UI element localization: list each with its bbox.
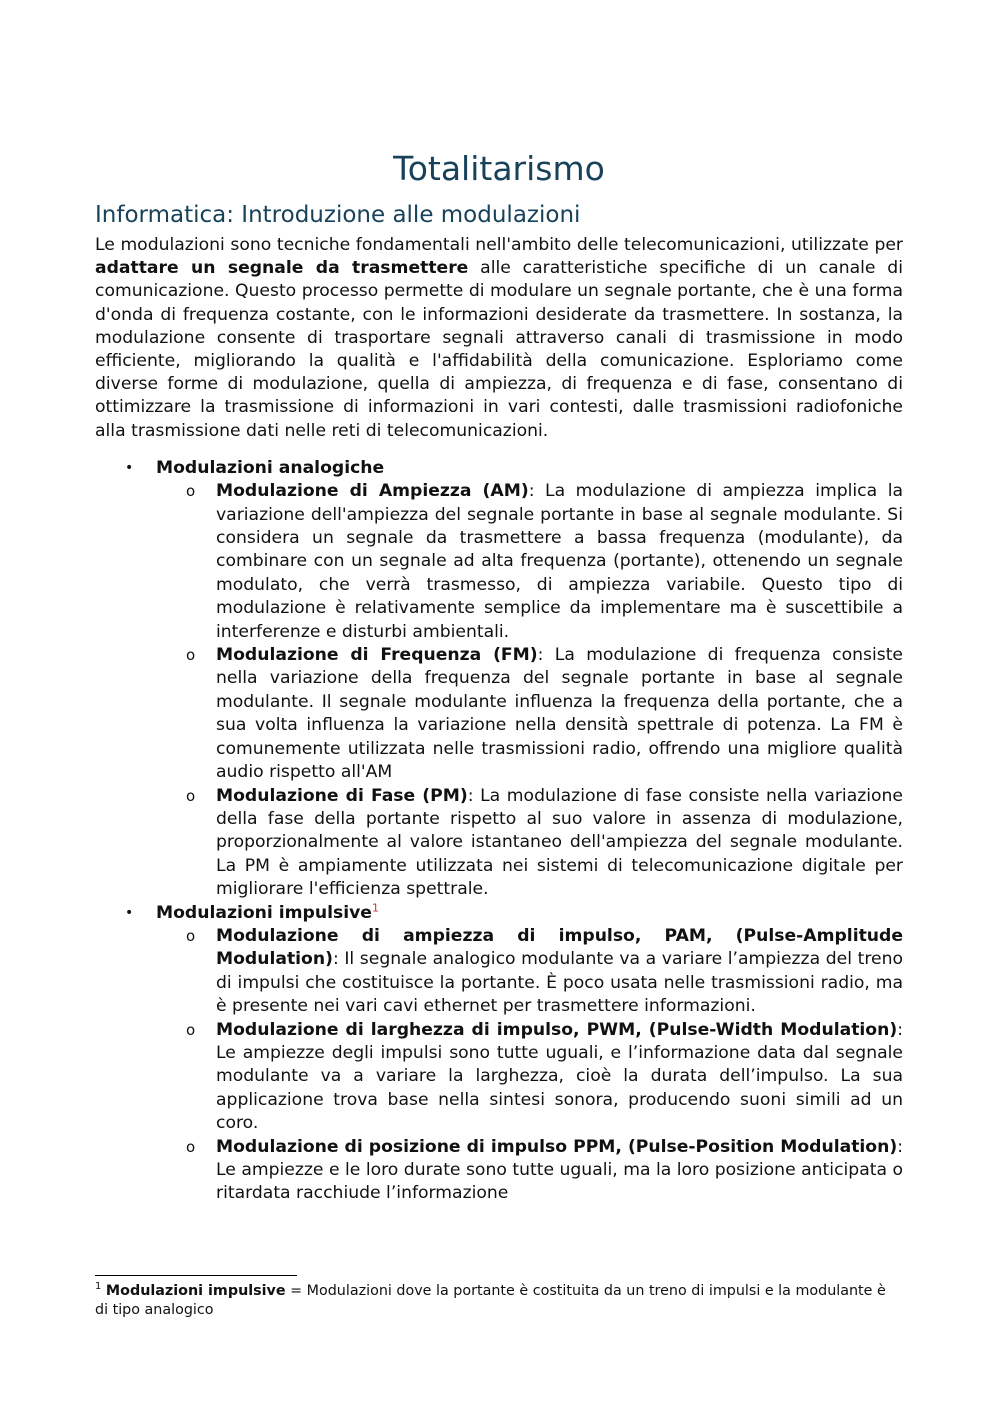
pulse-sublist	[156, 925, 903, 1206]
fm-term: Modulazione di Frequenza (FM)	[216, 645, 538, 666]
sub-bullet-icon: o	[186, 926, 196, 945]
fm-text: : La modulazione di frequenza consiste nella variazione della frequenza del segnale portante in base al segnale modulante. Il segnale modulante influenza la frequenza della portante, che a sua volta influenza la variazione nella densità spettrale di potenza. La FM è comunemente utilizzata nelle trasmissioni radio, offrendo una migliore qualità audio rispetto all'AM	[216, 645, 904, 783]
intro-text-1: Le modulazioni sono tecniche fondamentali nell'ambito delle telecomunicazioni, utilizzate per	[95, 235, 903, 255]
list-item-pam	[156, 925, 903, 1019]
list-item-fm	[156, 644, 903, 784]
footnote-text: = Modulazioni dove la portante è costituita da un treno di impulsi e la modulante è di tipo analogico	[95, 1283, 886, 1318]
intro-bold-text: adattare un segnale da trasmettere	[95, 258, 469, 279]
list-item-analog	[95, 457, 903, 902]
list-item-ppm	[156, 1136, 903, 1206]
sub-bullet-icon: o	[186, 1020, 196, 1039]
footnote-term: Modulazioni impulsive	[105, 1283, 286, 1299]
am-text: : La modulazione di ampiezza implica la variazione dell'ampiezza del segnale portante in base al segnale modulante. Si considera un segnale da trasmettere a bassa frequenza (modulante), da combinare con un segnale ad alta frequenza (portante), ottenendo un segnale modulato, che verrà trasmesso, di ampiezza variabile. Questo tipo di modulazione è relativamente semplice da implementare ma è suscettibile a interferenze e disturbi ambientali.	[216, 481, 903, 642]
footnote-number: 1	[95, 1281, 102, 1293]
pam-text: : Il segnale analogico modulante va a variare l’ampiezza del treno di impulsi che costituisce la portante. È poco usata nelle trasmissioni radio, ma è presente nei vari cavi ethernet per trasmettere informazioni.	[216, 949, 903, 1017]
list-item-pm	[156, 785, 903, 902]
document-title: Totalitarismo	[393, 149, 605, 188]
bullet-icon: •	[125, 904, 134, 921]
section-heading: Informatica: Introduzione alle modulazioni	[95, 202, 581, 228]
pam-term: Modulazione di ampiezza di impulso, PAM, (Pulse-Amplitude Modulation)	[216, 925, 903, 970]
sub-bullet-icon: o	[186, 646, 196, 665]
list-item-pwm	[156, 1019, 903, 1136]
sub-bullet-icon: o	[186, 786, 196, 805]
list-item-am	[156, 480, 903, 644]
sub-bullet-icon: o	[186, 482, 196, 501]
footnote-divider	[95, 1275, 297, 1276]
modulation-list	[95, 457, 903, 1206]
document-body	[95, 148, 903, 1206]
pm-term: Modulazione di Fase (PM)	[216, 785, 468, 806]
bullet-icon: •	[125, 459, 134, 476]
list-item-pulse	[95, 902, 903, 1206]
sub-bullet-icon: o	[186, 1137, 196, 1156]
ppm-text: : Le ampiezze e le loro durate sono tutte uguali, ma la loro posizione anticipata o ritardata racchiude l’informazione	[216, 1136, 903, 1204]
ppm-term: Modulazione di posizione di impulso PPM, (Pulse-Position Modulation)	[216, 1136, 898, 1157]
footnote-reference[interactable]: 1	[371, 900, 379, 914]
intro-paragraph	[95, 234, 903, 443]
analog-title: Modulazioni analogiche	[156, 457, 385, 478]
pm-text: : La modulazione di fase consiste nella variazione della fase della portante rispetto al suo valore in assenza di modulazione, proporzionalmente al valore istantaneo dell'ampiezza del segnale modulante. La PM è ampiamente utilizzata nei sistemi di telecomunicazione digitale per migliorare l'efficienza spettrale.	[216, 785, 904, 900]
pulse-title: Modulazioni impulsive	[156, 902, 372, 923]
analog-sublist	[156, 480, 903, 901]
am-term: Modulazione di Ampiezza (AM)	[216, 481, 529, 502]
intro-text-2: alle caratteristiche specifiche di un canale di comunicazione. Questo processo permette di modulare un segnale portante, che è una forma d'onda di frequenza costante, con le informazioni desiderate da trasmettere. In sostanza, la modulazione consente di trasportare segnali attraverso canali di trasmissione in modo efficiente, migliorando la qualità e l'affidabilità della comunicazione. Esploriamo come diverse forme di modulazione, quella di ampiezza, di frequenza e di fase, consentano di ottimizzare la trasmissione di informazioni in vari contesti, dalle trasmissioni radiofoniche alla trasmissione dati nelle reti di telecomunicazioni.	[95, 258, 903, 441]
pwm-text: : Le ampiezze degli impulsi sono tutte uguali, e l’informazione data dal segnale modulante va a variare la larghezza, cioè la durata dell’impulso. La sua applicazione trova base nella sintesi sonora, producendo suoni simili ad un coro.	[216, 1019, 903, 1134]
footnote	[95, 1282, 903, 1320]
pwm-term: Modulazione di larghezza di impulso, PWM, (Pulse-Width Modulation)	[216, 1019, 898, 1040]
